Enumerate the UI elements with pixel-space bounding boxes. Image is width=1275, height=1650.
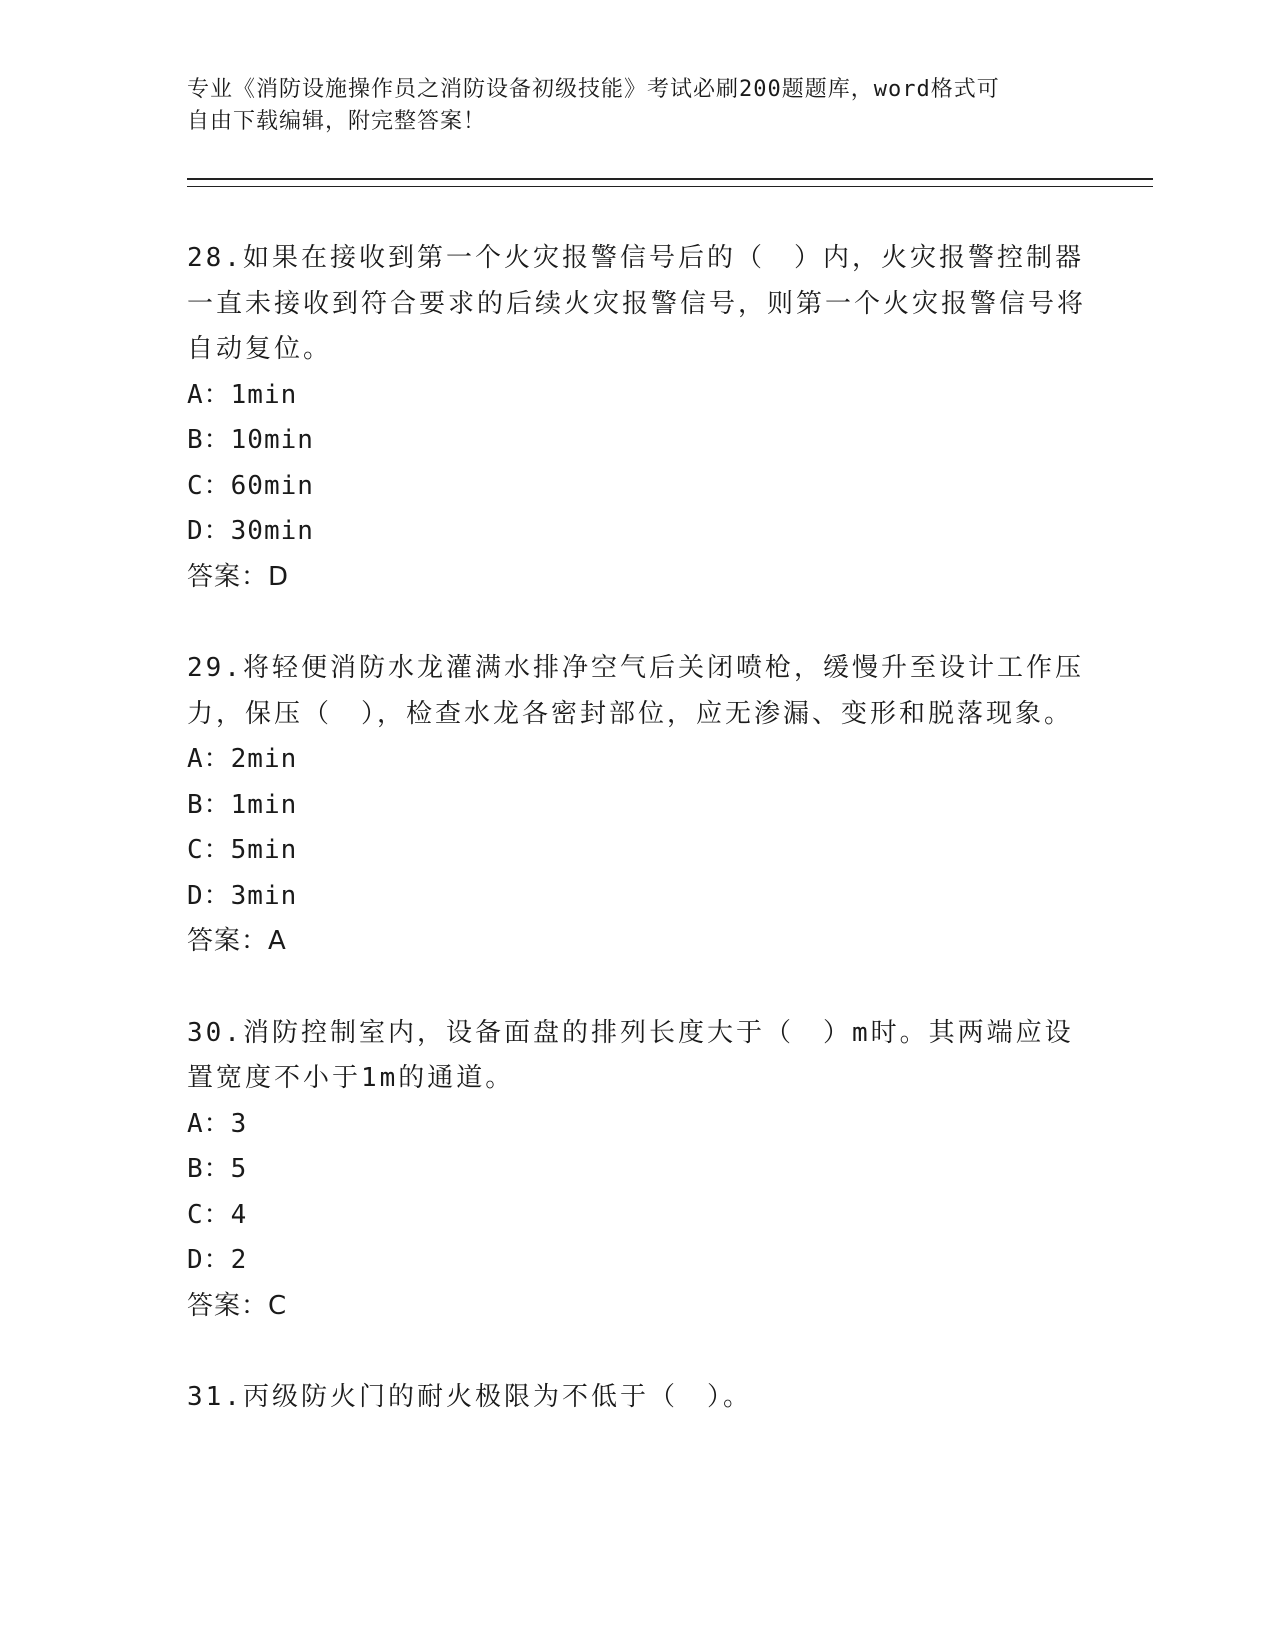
option-b: B：1min — [187, 789, 298, 820]
answer-line: 答案：A — [187, 926, 287, 956]
question-text: 31.丙级防火门的耐火极限为不低于（ ）。 — [187, 1382, 752, 1412]
option-a: A：1min — [187, 379, 298, 410]
option-c: C：5min — [187, 835, 298, 865]
option-d: D：3min — [187, 880, 298, 911]
option-d: D：30min — [187, 516, 314, 546]
question-30 — [187, 1011, 1087, 1330]
option-d: D：2 — [187, 1245, 248, 1275]
answer-line: 答案：D — [187, 561, 290, 592]
question-31 — [187, 1375, 1087, 1421]
header-line-1: 专业《消防设施操作员之消防设备初级技能》考试必刷200题题库，word格式可 — [187, 77, 1000, 102]
question-text: 28.如果在接收到第一个火灾报警信号后的（ ）内，火灾报警控制器一直未接收到符合要求的后续火灾报警信号，则第一个火灾报警信号将自动复位。 — [187, 243, 1087, 364]
option-c: C：60min — [187, 470, 314, 501]
answer-line: 答案：C — [187, 1290, 288, 1321]
header-divider — [187, 178, 1153, 187]
option-b: B：10min — [187, 425, 314, 455]
option-a: A：2min — [187, 744, 298, 774]
question-text: 30.消防控制室内，设备面盘的排列长度大于（ ）m时。其两端应设置宽度不小于1m的通道。 — [187, 1017, 1074, 1093]
question-28 — [187, 236, 1087, 600]
question-29 — [187, 646, 1087, 965]
question-text: 29.将轻便消防水龙灌满水排净空气后关闭喷枪，缓慢升至设计工作压力，保压（ ），检查水龙各密封部位，应无渗漏、变形和脱落现象。 — [187, 653, 1084, 729]
option-c: C：4 — [187, 1199, 248, 1230]
document-header — [187, 74, 1067, 138]
question-list — [187, 236, 1087, 1467]
option-a: A：3 — [187, 1108, 248, 1139]
header-line-2: 自由下载编辑，附完整答案！ — [187, 109, 487, 134]
option-b: B：5 — [187, 1154, 248, 1184]
